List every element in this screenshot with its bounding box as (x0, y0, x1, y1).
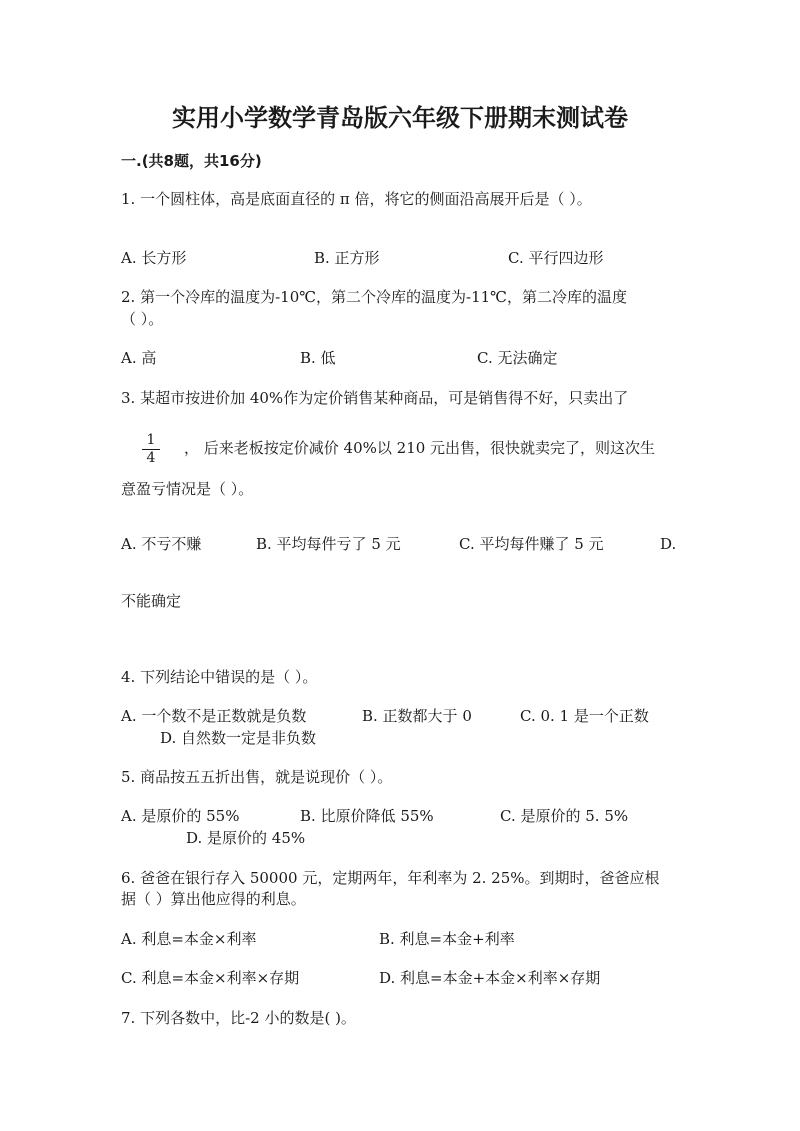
question-2-option-b: B. 低 (300, 349, 336, 367)
question-5-option-b: B. 比原价降低 55% (300, 807, 434, 825)
question-1-stem: 1. 一个圆柱体，高是底面直径的 π 倍，将它的侧面沿高展开后是（ ）。 (121, 190, 592, 208)
question-7-stem: 7. 下列各数中，比-2 小的数是( )。 (121, 1009, 356, 1027)
question-6-option-a: A. 利息=本金×利率 (121, 930, 257, 948)
fraction-one-quarter (142, 433, 160, 466)
question-6-option-b: B. 利息=本金+利率 (379, 930, 515, 948)
question-4-option-a: A. 一个数不是正数就是负数 (121, 707, 307, 725)
question-2-stem-line2: （ ）。 (121, 310, 164, 328)
question-1-option-a: A. 长方形 (121, 249, 187, 267)
question-5-stem: 5. 商品按五五折出售，就是说现价（ ）。 (121, 768, 393, 786)
question-1-option-c: C. 平行四边形 (508, 249, 604, 267)
question-5-option-d: D. 是原价的 45% (186, 829, 306, 847)
question-4-stem: 4. 下列结论中错误的是（ ）。 (121, 668, 318, 686)
question-5-option-c: C. 是原价的 5. 5% (500, 807, 629, 825)
question-6-stem-line1: 6. 爸爸在银行存入 50000 元，定期两年，年利率为 2. 25%。到期时，爸爸应根 (121, 869, 660, 887)
question-4-option-d: D. 自然数一定是非负数 (160, 729, 317, 747)
question-6-option-c: C. 利息=本金×利率×存期 (121, 969, 300, 987)
question-3-option-a: A. 不亏不赚 (121, 535, 202, 553)
question-3-stem-line1: 3. 某超市按进价加 40%作为定价销售某种商品，可是销售得不好，只卖出了 (121, 389, 629, 407)
fraction-denominator: 4 (146, 450, 156, 466)
question-5-option-a: A. 是原价的 55% (121, 807, 240, 825)
page-title: 实用小学数学青岛版六年级下册期末测试卷 (172, 104, 628, 132)
question-4-option-c: C. 0. 1 是一个正数 (520, 707, 649, 725)
question-2-stem-line1: 2. 第一个冷库的温度为-10℃，第二个冷库的温度为-11℃，第二冷库的温度 (121, 288, 627, 306)
question-2-option-a: A. 高 (121, 349, 157, 367)
question-3-stem-line3: 意盈亏情况是（ ）。 (121, 480, 254, 498)
question-1-option-b: B. 正方形 (314, 249, 380, 267)
question-2-option-c: C. 无法确定 (477, 349, 558, 367)
question-3-option-b: B. 平均每件亏了 5 元 (256, 535, 401, 553)
fraction-numerator: 1 (146, 432, 156, 448)
question-3-stem-line2: ， 后来老板按定价减价 40%以 210 元出售，很快就卖完了，则这次生 (184, 439, 656, 457)
question-3-option-d-label: D. (660, 535, 677, 553)
question-3-option-c: C. 平均每件赚了 5 元 (459, 535, 604, 553)
question-6-option-d: D. 利息=本金+本金×利率×存期 (379, 969, 601, 987)
question-6-stem-line2: 据（ ）算出他应得的利息。 (121, 890, 306, 908)
section-heading: 一.(共8题，共16分) (121, 152, 262, 170)
question-3-option-d-text: 不能确定 (121, 592, 182, 610)
question-4-option-b: B. 正数都大于 0 (362, 707, 472, 725)
